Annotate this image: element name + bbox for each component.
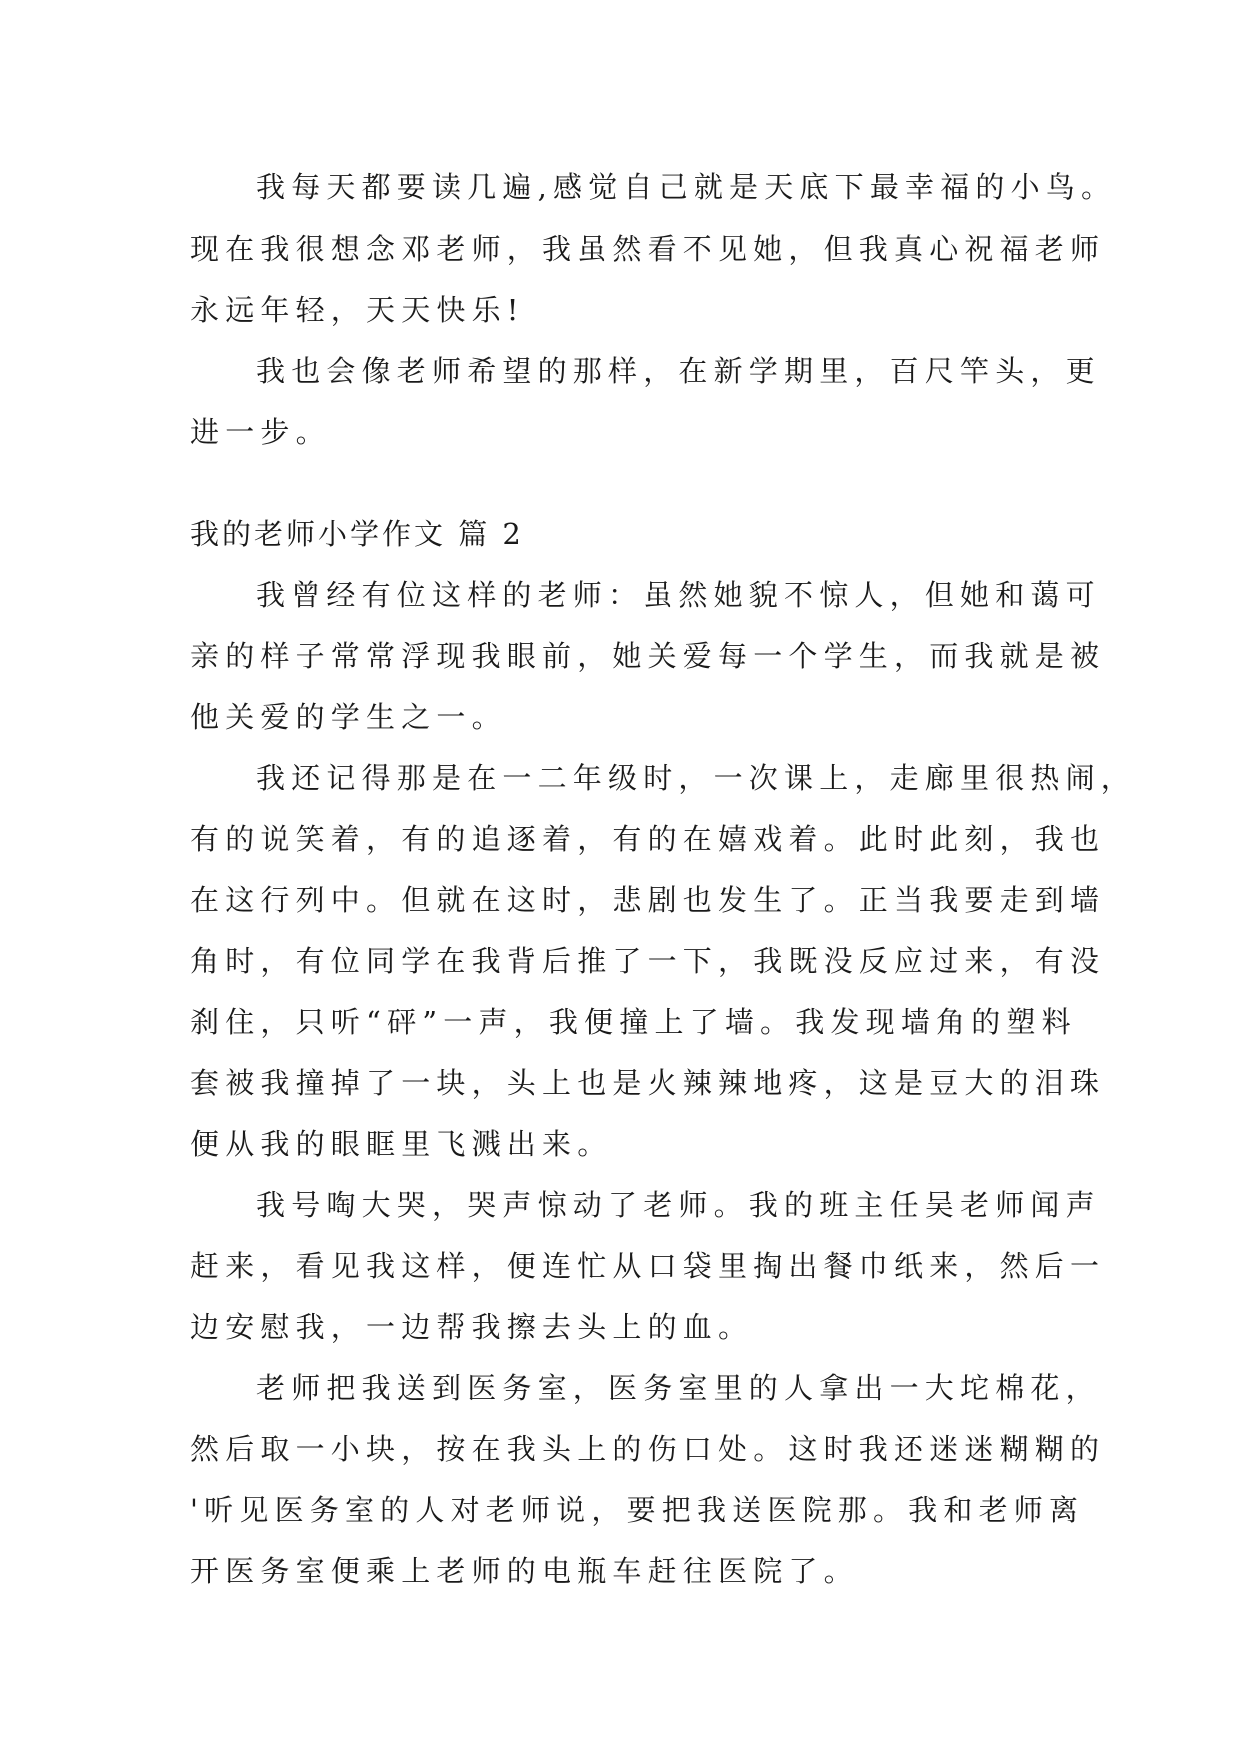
section-heading: 我的老师小学作文 篇 2	[190, 517, 524, 551]
paragraph-line: 进一步。	[190, 415, 331, 449]
paragraph-line: 开医务室便乘上老师的电瓶车赶往医院了。	[190, 1554, 859, 1588]
paragraph-line: '听见医务室的人对老师说，要把我送医院那。我和老师离	[190, 1493, 1085, 1527]
paragraph-line: 刹住，只听“砰”一声，我便撞上了墙。我发现墙角的塑料	[190, 1005, 1077, 1039]
paragraph-line: 我曾经有位这样的老师：虽然她貌不惊人，但她和蔼可	[256, 578, 1101, 612]
paragraph-line: 我每天都要读几遍,感觉自己就是天底下最幸福的小鸟。	[256, 170, 1117, 204]
paragraph-line: 现在我很想念邓老师，我虽然看不见她，但我真心祝福老师	[190, 232, 1106, 266]
paragraph-line: 套被我撞掉了一块，头上也是火辣辣地疼，这是豆大的泪珠	[190, 1066, 1106, 1100]
paragraph-line: 边安慰我，一边帮我擦去头上的血。	[190, 1310, 754, 1344]
paragraph-line: 在这行列中。但就在这时，悲剧也发生了。正当我要走到墙	[190, 883, 1106, 917]
paragraph-line: 我也会像老师希望的那样，在新学期里，百尺竿头，更	[256, 354, 1101, 388]
paragraph-line: 我号啕大哭，哭声惊动了老师。我的班主任吴老师闻声	[256, 1188, 1101, 1222]
paragraph-line: 便从我的眼眶里飞溅出来。	[190, 1127, 613, 1161]
paragraph-line: 然后取一小块，按在我头上的伤口处。这时我还迷迷糊糊的	[190, 1432, 1106, 1466]
paragraph-line: 赶来，看见我这样，便连忙从口袋里掏出餐巾纸来，然后一	[190, 1249, 1106, 1283]
paragraph-line: 我还记得那是在一二年级时，一次课上，走廊里很热闹，	[256, 761, 1137, 795]
paragraph-line: 有的说笑着，有的追逐着，有的在嬉戏着。此时此刻，我也	[190, 822, 1106, 856]
paragraph-line: 他关爱的学生之一。	[190, 700, 507, 734]
paragraph-line: 亲的样子常常浮现我眼前，她关爱每一个学生，而我就是被	[190, 639, 1106, 673]
paragraph-line: 老师把我送到医务室，医务室里的人拿出一大坨棉花，	[256, 1371, 1101, 1405]
paragraph-line: 角时，有位同学在我背后推了一下，我既没反应过来，有没	[190, 944, 1106, 978]
paragraph-line: 永远年轻，天天快乐!	[190, 293, 525, 327]
